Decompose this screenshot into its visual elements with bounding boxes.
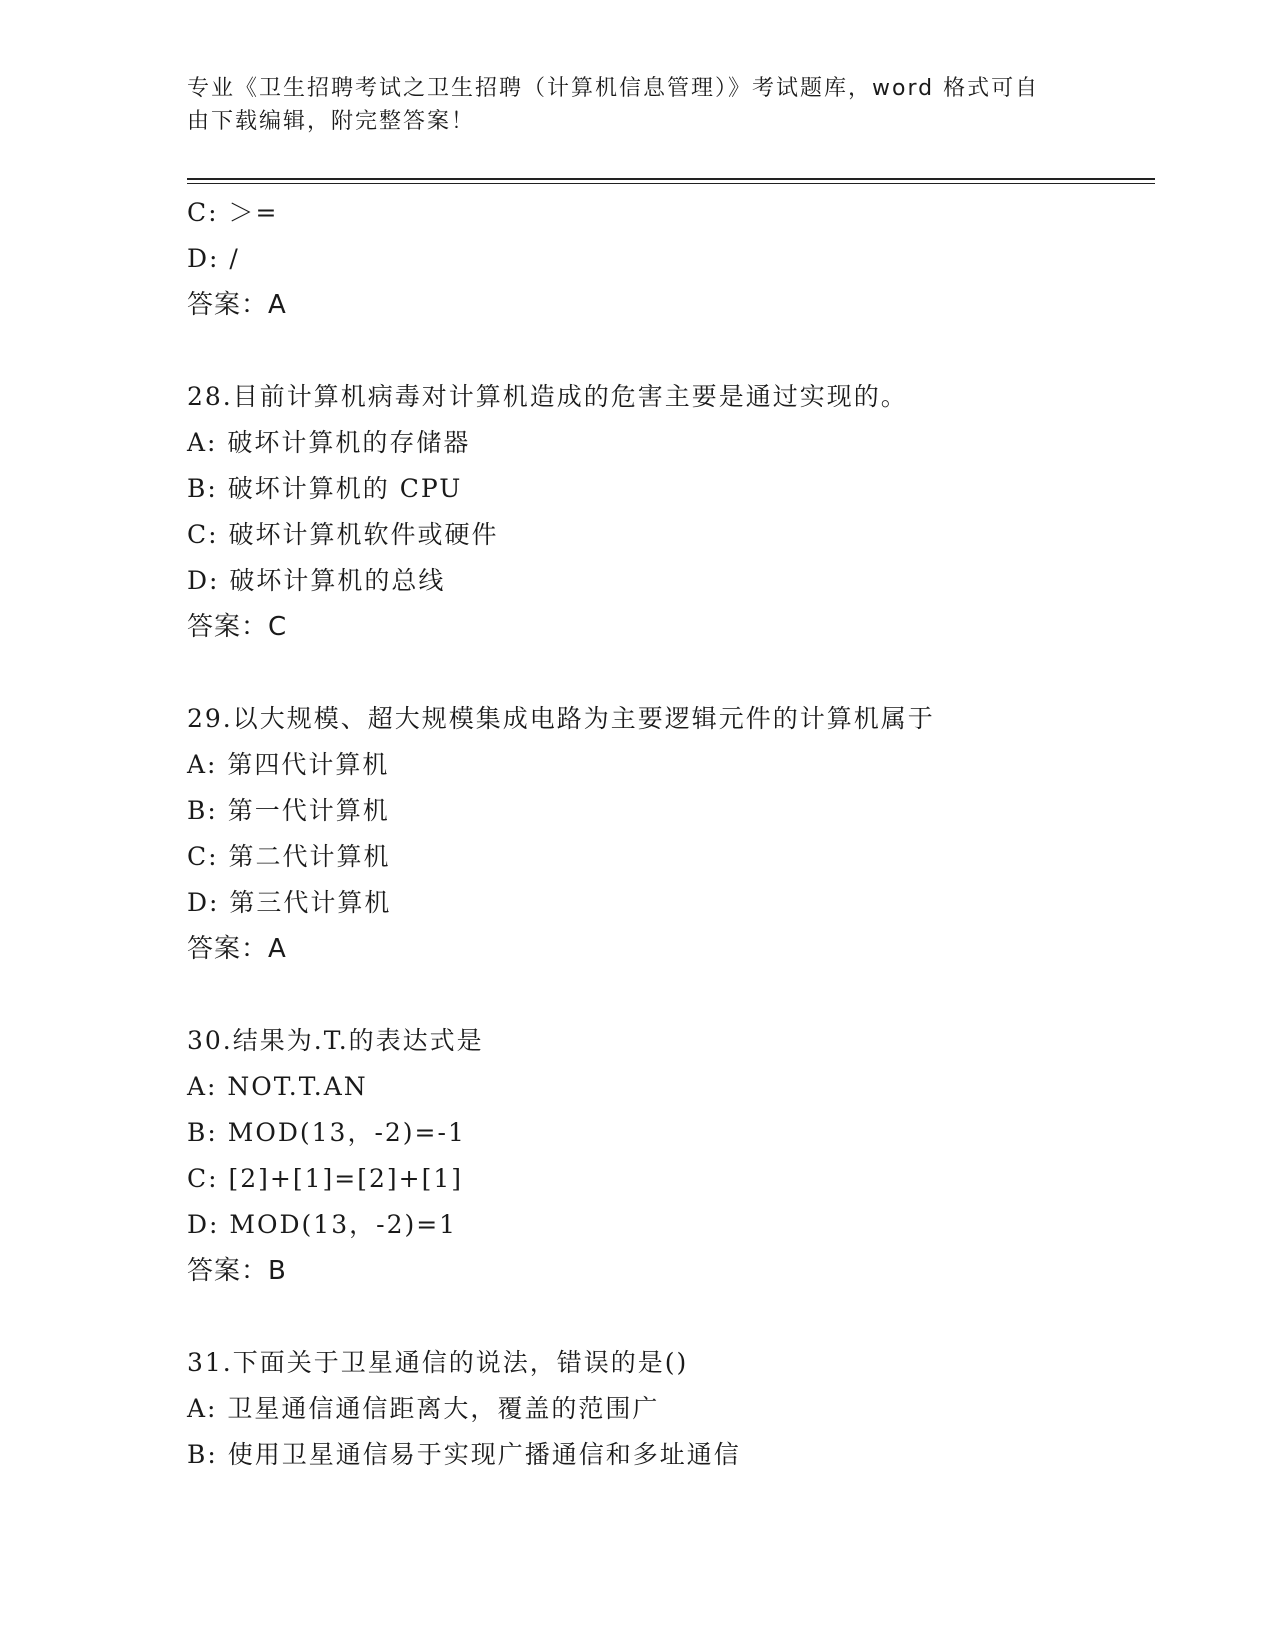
- answer-line: 答案：A: [187, 290, 287, 320]
- option-b: B: 第一代计算机: [187, 796, 390, 825]
- option-c: C: [2]+[1]=[2]+[1]: [187, 1164, 463, 1193]
- question-stem: 29.以大规模、超大规模集成电路为主要逻辑元件的计算机属于: [187, 704, 935, 733]
- option-a: A: 破坏计算机的存储器: [187, 428, 471, 457]
- question-list: [187, 190, 1155, 1478]
- document-header: [187, 72, 1087, 138]
- question-stem: 30.结果为.T.的表达式是: [187, 1026, 484, 1055]
- option-c: C: 破坏计算机软件或硬件: [187, 520, 499, 549]
- spacer: [187, 328, 1155, 374]
- option-d: D: MOD(13，-2)=1: [187, 1210, 458, 1239]
- question-stem: 31.下面关于卫星通信的说法，错误的是(): [187, 1348, 689, 1377]
- header-line-1: 专业《卫生招聘考试之卫生招聘（计算机信息管理）》考试题库，word 格式可自: [187, 76, 1040, 101]
- header-divider-thin: [187, 183, 1155, 184]
- header-line-2: 由下载编辑，附完整答案！: [187, 109, 476, 134]
- question-stem: 28.目前计算机病毒对计算机造成的危害主要是通过实现的。: [187, 382, 908, 411]
- spacer: [187, 972, 1155, 1018]
- option-a: A: 卫星通信通信距离大，覆盖的范围广: [187, 1394, 660, 1423]
- option-d: D: 第三代计算机: [187, 888, 392, 917]
- option-d: D: 破坏计算机的总线: [187, 566, 446, 595]
- option-b: B: 使用卫星通信易于实现广播通信和多址通信: [187, 1440, 741, 1469]
- answer-line: 答案：C: [187, 612, 288, 642]
- option-c: C: ＞=: [187, 198, 279, 227]
- answer-line: 答案：A: [187, 934, 287, 964]
- answer-line: 答案：B: [187, 1256, 287, 1286]
- spacer: [187, 650, 1155, 696]
- option-a: A: 第四代计算机: [187, 750, 390, 779]
- option-c: C: 第二代计算机: [187, 842, 391, 871]
- option-a: A: NOT.T.AN: [187, 1072, 368, 1101]
- option-b: B: 破坏计算机的 CPU: [187, 474, 463, 503]
- spacer: [187, 1294, 1155, 1340]
- header-divider: [187, 178, 1155, 180]
- option-d: D: /: [187, 244, 240, 273]
- option-b: B: MOD(13，-2)=-1: [187, 1118, 466, 1147]
